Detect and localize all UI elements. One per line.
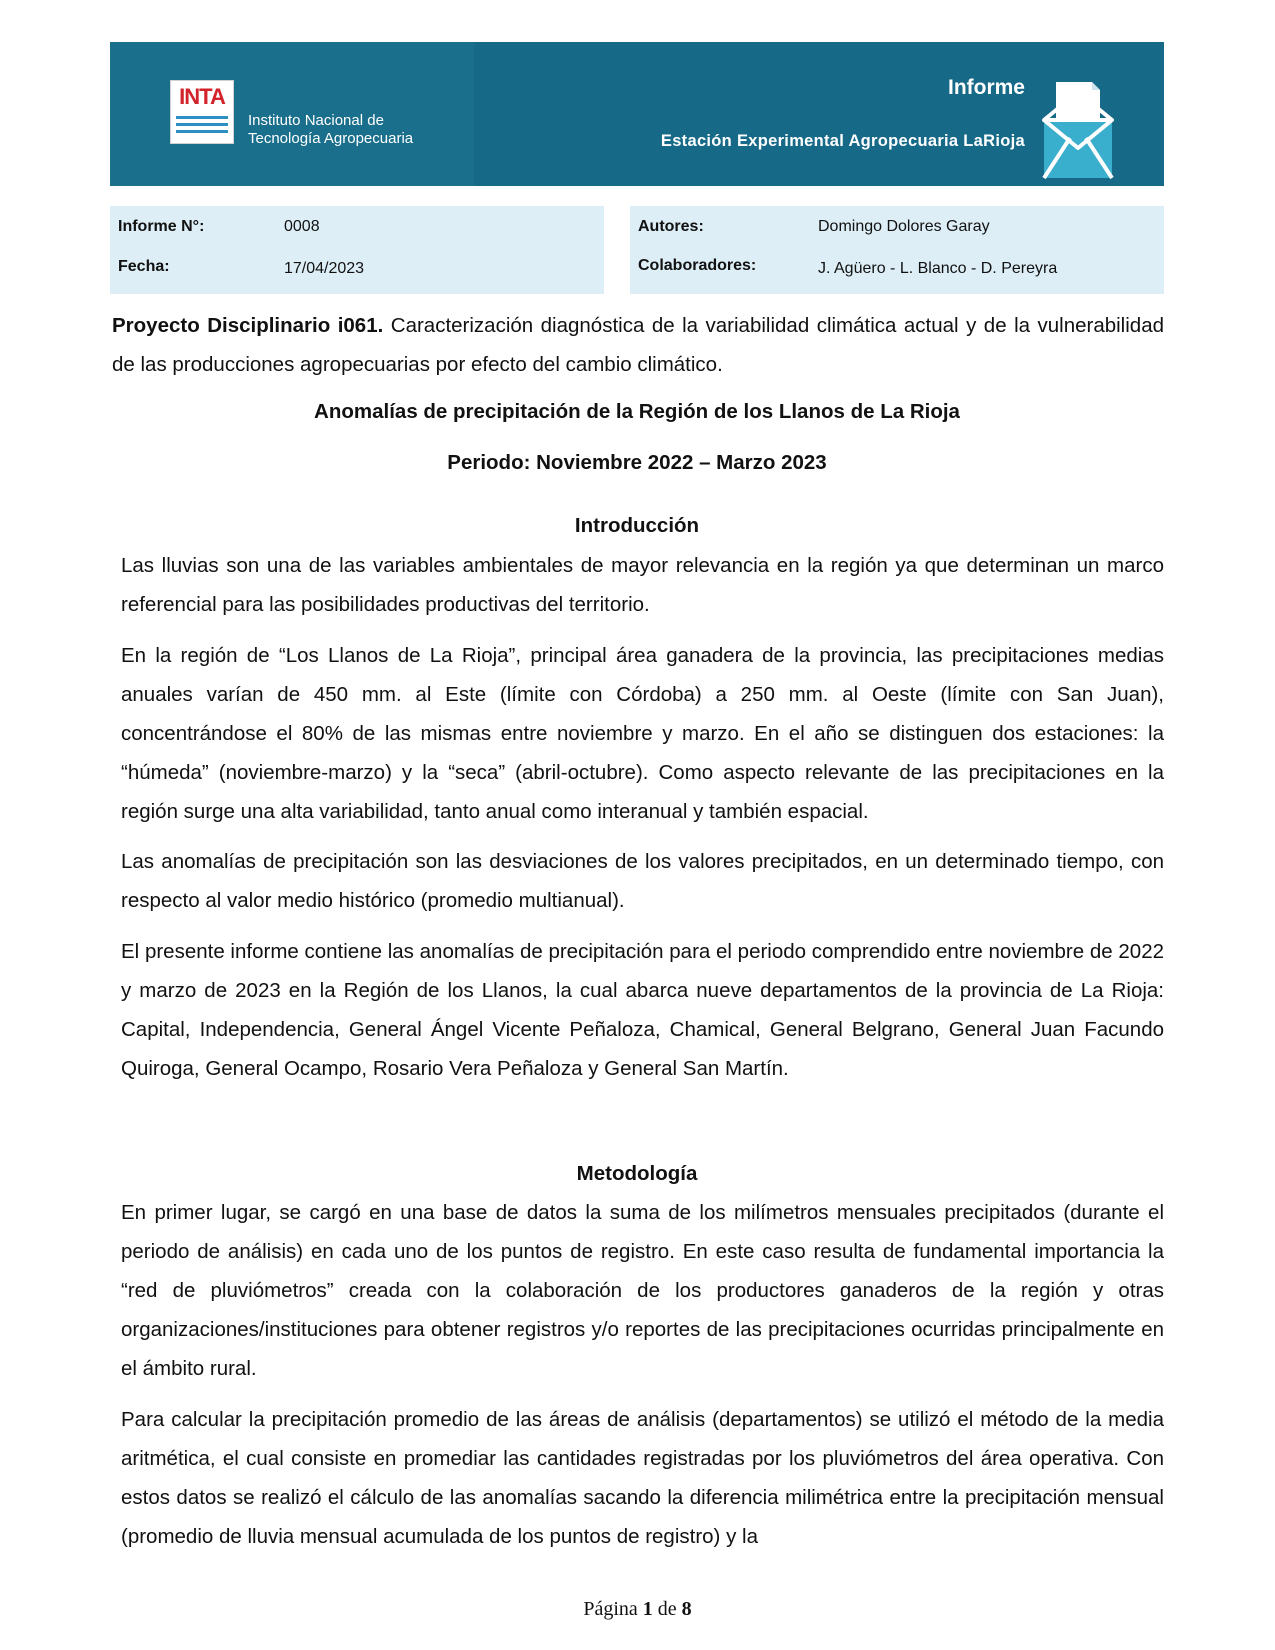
method-paragraph-2: Para calcular la precipitación promedio de las áreas de análisis (departamentos) se utilizó el método de la media aritmética, el cual consiste en promediar las cantidades registradas por los pluviómetros del área operativa. Con estos datos se realizó el cálculo de las anomalías sacando la diferencia milimétrica entre la precipitación mensual (promedio de lluvia mensual acumulada de los puntos de registro) y la [121, 1408, 1164, 1548]
collaborators-value: J. Agüero - L. Blanco - D. Pereyra [818, 260, 1058, 277]
document-title: Anomalías de precipitación de la Región de los Llanos de La Rioja [314, 400, 960, 423]
intro-paragraph-1: Las lluvias son una de las variables ambientales de mayor relevancia en la región ya que determinan un marco referencial para las posibilidades productivas del territorio. [121, 554, 1164, 616]
date-label: Fecha: [118, 258, 170, 275]
project-paragraph [112, 306, 1164, 384]
inta-logo [170, 80, 234, 144]
page-footer [0, 1598, 1275, 1621]
intro-paragraph-3: Las anomalías de precipitación son las desviaciones de los valores precipitados, en un determinado tiempo, con respecto al valor medio histórico (promedio multianual). [121, 850, 1164, 912]
page-number: 1 [642, 1598, 653, 1620]
of-word: de [657, 1598, 677, 1620]
document-period: Periodo: Noviembre 2022 – Marzo 2023 [447, 451, 827, 474]
project-text: Caracterización diagnóstica de la variabilidad climática actual y de la vulnerabilidad de las producciones agropecuarias por efecto del cambio climático. [112, 314, 1164, 376]
intro-heading: Introducción [574, 514, 700, 537]
intro-paragraph-4: El presente informe contiene las anomalías de precipitación para el periodo comprendido entre noviembre de 2022 y marzo de 2023 en la Región de los Llanos, la cual abarca nueve departamentos de la provincia de La Rioja: Capital, Independencia, General Ángel Vicente Peñaloza, Chamical, General Belgrano, General Juan Facundo Quiroga, General Ocampo, Rosario Vera Peñaloza y General San Martín. [121, 940, 1164, 1080]
authors-value: Domingo Dolores Garay [818, 218, 990, 235]
report-info-box [110, 206, 604, 294]
method-paragraph-1: En primer lugar, se cargó en una base de datos la suma de los milímetros mensuales precipitados (durante el periodo de análisis) en cada uno de los puntos de registro. En este caso resulta de fundamental importancia la “red de pluviómetros” creada con la colaboración de los productores ganaderos de la región y otras organizaciones/instituciones para obtener registros y/o reportes de las precipitaciones ocurridas principalmente en el ámbito rural. [121, 1201, 1164, 1380]
authors-label: Autores: [638, 218, 704, 235]
institution-name [248, 112, 413, 148]
project-label: Proyecto Disciplinario i061. [112, 314, 384, 337]
page-total: 8 [681, 1598, 692, 1620]
logo-text: INTA [179, 84, 225, 109]
collaborators-label: Colaboradores: [638, 257, 757, 274]
institution-line-2: Tecnología Agropecuaria [248, 130, 414, 147]
report-number: 0008 [284, 218, 320, 235]
page-word: Página [583, 1598, 638, 1620]
method-heading: Metodología [576, 1162, 698, 1185]
report-number-label: Informe N°: [118, 218, 205, 235]
institution-line-1: Instituto Nacional de [248, 112, 384, 129]
station-name: Estación Experimental Agropecuaria LaRioja [660, 132, 1025, 150]
report-date: 17/04/2023 [284, 260, 365, 277]
envelope-icon [1042, 80, 1114, 180]
report-title: Informe [947, 76, 1025, 99]
header-banner [110, 42, 1164, 186]
authors-info-box [630, 206, 1164, 294]
logo-stripes [176, 116, 228, 137]
intro-paragraph-2: En la región de “Los Llanos de La Rioja”, principal área ganadera de la provincia, las precipitaciones medias anuales varían de 450 mm. al Este (límite con Córdoba) a 250 mm. al Oeste (límite con San Juan), concentrándose el 80% de las mismas entre noviembre y marzo. En el año se distinguen dos estaciones: la “húmeda” (noviembre-marzo) y la “seca” (abril-octubre). Como aspecto relevante de las precipitaciones en la región surge una alta variabilidad, tanto anual como interanual y también espacial. [121, 644, 1164, 823]
